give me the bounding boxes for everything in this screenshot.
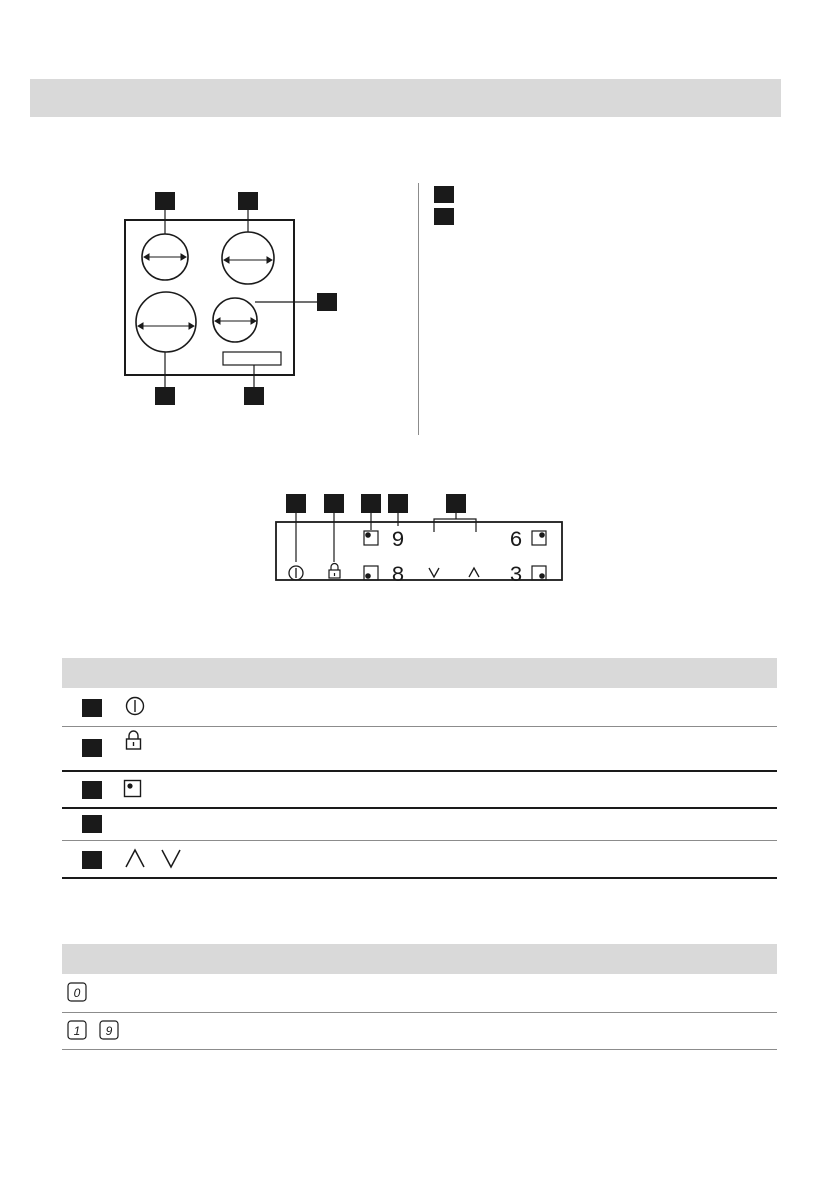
table-divider xyxy=(62,1049,777,1050)
display-table-header xyxy=(62,944,777,974)
callout-marker xyxy=(155,192,175,210)
control-panel-diagram xyxy=(270,490,570,595)
display-glyph-box xyxy=(67,982,87,1002)
table-divider xyxy=(62,807,777,809)
section-header-bar xyxy=(30,79,781,117)
lock-icon xyxy=(329,564,340,579)
display-glyph: 9 xyxy=(105,1024,113,1038)
glyph-range-separator xyxy=(91,1020,95,1040)
row-marker xyxy=(82,815,102,833)
row-marker xyxy=(82,739,102,757)
callout-marker xyxy=(324,494,344,513)
zone-select-icon xyxy=(532,566,546,580)
display-glyph: 1 xyxy=(73,1024,81,1038)
control-panel-outline xyxy=(223,352,281,365)
hob-layout-diagram xyxy=(110,180,350,410)
legend-marker xyxy=(434,208,454,225)
zone-select-icon xyxy=(364,566,378,580)
row-marker xyxy=(82,781,102,799)
cooking-zone-rear-right xyxy=(222,232,274,284)
lock-icon xyxy=(124,730,144,752)
display-digit: 8 xyxy=(391,563,405,588)
plus-chevron-icon xyxy=(469,568,479,577)
callout-marker xyxy=(361,494,381,513)
zone-select-icon xyxy=(364,531,378,545)
table-divider xyxy=(62,840,777,841)
power-icon xyxy=(124,695,146,717)
display-glyph: 0 xyxy=(73,986,81,1000)
zone-select-icon xyxy=(532,531,546,545)
sensor-table-header xyxy=(62,658,777,688)
callout-marker xyxy=(244,387,264,405)
table-divider xyxy=(62,770,777,772)
zone-select-icon xyxy=(123,779,143,799)
display-digit: 9 xyxy=(391,528,405,553)
table-divider xyxy=(62,1012,777,1013)
display-digit: 3 xyxy=(509,563,523,588)
power-icon xyxy=(289,566,303,580)
legend-divider xyxy=(418,183,419,435)
callout-marker xyxy=(238,192,258,210)
callout-marker xyxy=(388,494,408,513)
cooking-zone-rear-left xyxy=(136,292,196,352)
callout-marker xyxy=(286,494,306,513)
legend-marker xyxy=(434,186,454,203)
minus-chevron-icon xyxy=(429,568,439,577)
row-marker xyxy=(82,851,102,869)
row-marker xyxy=(82,699,102,717)
table-divider xyxy=(62,877,777,879)
table-divider xyxy=(62,726,777,727)
callout-marker xyxy=(317,293,337,311)
display-glyph-box xyxy=(99,1020,119,1040)
callout-marker xyxy=(446,494,466,513)
up-down-chevrons-icon xyxy=(124,846,188,870)
callout-marker xyxy=(155,387,175,405)
display-digit: 6 xyxy=(509,528,523,553)
display-glyph-box xyxy=(67,1020,87,1040)
